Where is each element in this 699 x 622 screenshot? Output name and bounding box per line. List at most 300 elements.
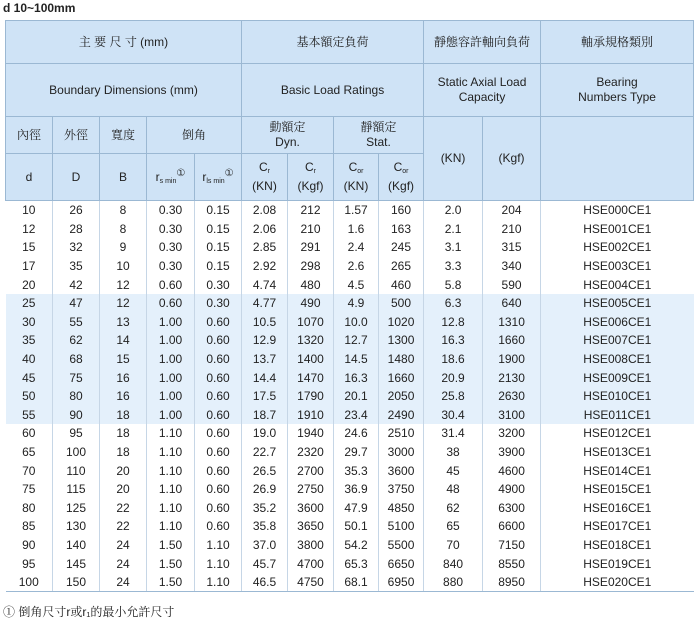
- table-cell: 15: [100, 350, 147, 369]
- table-cell: 47: [53, 294, 100, 313]
- table-cell: 1.10: [147, 443, 195, 462]
- dynamic-rating-header: [242, 117, 334, 154]
- table-cell: 160: [379, 201, 424, 220]
- main-dims-zh-header: 主 要 尺 寸 (mm): [6, 21, 242, 64]
- table-cell: 145: [53, 554, 100, 573]
- table-cell: 75: [22, 482, 36, 497]
- table-cell: 5100: [379, 517, 424, 536]
- table-cell: 6650: [379, 554, 424, 573]
- table-cell: 45: [424, 461, 483, 480]
- table-cell: HSE003CE1: [541, 257, 694, 276]
- table-cell: 0.60: [195, 331, 242, 350]
- table-cell: 30: [6, 313, 53, 332]
- table-cell: 2750: [288, 480, 334, 499]
- table-cell: 100: [6, 573, 53, 592]
- cor-kgf-unit: (Kgf): [388, 179, 415, 193]
- table-cell: 2510: [379, 424, 424, 443]
- table-cell: 1.10: [147, 424, 195, 443]
- stat-zh: 靜額定: [360, 120, 397, 134]
- table-cell: 125: [53, 499, 100, 518]
- table-cell: 12.9: [242, 331, 288, 350]
- table-cell: 6600: [483, 517, 541, 536]
- table-cell: 1.10: [195, 573, 242, 592]
- table-cell: 40: [6, 350, 53, 369]
- table-cell: 480: [288, 275, 334, 294]
- table-cell: 1910: [288, 406, 334, 425]
- table-cell: 1.00: [147, 350, 195, 369]
- table-cell: 1660: [379, 368, 424, 387]
- table-cell: 13: [100, 313, 147, 332]
- table-cell: 0.30: [195, 294, 242, 313]
- table-cell: 10.0: [334, 313, 379, 332]
- table-cell: 18.6: [424, 350, 483, 369]
- table-cell: 65.3: [334, 554, 379, 573]
- table-cell: 2.92: [242, 257, 288, 276]
- table-cell: 0.15: [195, 238, 242, 257]
- table-cell: 0.60: [195, 387, 242, 406]
- table-cell: 0.60: [195, 350, 242, 369]
- table-cell: 26.5: [242, 461, 288, 480]
- table-row: [6, 257, 694, 276]
- table-cell: 3600: [379, 461, 424, 480]
- table-cell: 2490: [379, 406, 424, 425]
- table-cell: 10.5: [242, 313, 288, 332]
- table-cell: 38: [424, 443, 483, 462]
- table-cell: 22: [100, 517, 147, 536]
- table-cell: 460: [379, 275, 424, 294]
- table-cell: 6.3: [424, 294, 483, 313]
- table-cell: 68.1: [334, 573, 379, 592]
- table-cell: 90: [22, 537, 36, 552]
- table-cell: 6300: [483, 499, 541, 518]
- table-cell: 204: [483, 201, 541, 220]
- cr-subscript: r: [267, 168, 271, 175]
- table-cell: 1.50: [147, 573, 195, 592]
- table-cell: 26: [53, 201, 100, 220]
- table-cell: 10: [100, 257, 147, 276]
- col-cor-kgf-header: [379, 154, 424, 201]
- table-cell: 0.30: [147, 220, 195, 239]
- table-cell: 0.60: [195, 406, 242, 425]
- table-cell: 1.00: [147, 368, 195, 387]
- table-cell: 0.60: [147, 275, 195, 294]
- bearing-en-line1: Bearing: [596, 75, 638, 89]
- table-cell: 1.10: [195, 554, 242, 573]
- table-cell: 0.15: [195, 220, 242, 239]
- table-cell: 0.30: [147, 238, 195, 257]
- static-axial-en-line1: Static Axial Load: [437, 75, 527, 89]
- table-cell: 210: [288, 220, 334, 239]
- table-cell: 640: [483, 294, 541, 313]
- table-cell: 4900: [483, 480, 541, 499]
- table-cell: 1.00: [147, 331, 195, 350]
- chamfer-zh: 倒角: [147, 117, 242, 154]
- table-cell: 20: [100, 461, 147, 480]
- table-cell: 3200: [483, 424, 541, 443]
- bearing-spec-body: [6, 201, 694, 592]
- table-cell: 50.1: [334, 517, 379, 536]
- table-cell: 65: [22, 445, 36, 460]
- table-cell: 2.08: [242, 201, 288, 220]
- table-cell: 22.7: [242, 443, 288, 462]
- table-cell: 3900: [483, 443, 541, 462]
- table-cell: 4.5: [334, 275, 379, 294]
- table-cell: 1020: [379, 313, 424, 332]
- bearing-number-zh-header: 軸承規格類別: [541, 21, 694, 64]
- table-cell: 6950: [379, 573, 424, 592]
- table-cell: HSE002CE1: [541, 238, 694, 257]
- table-cell: 55: [53, 313, 100, 332]
- table-row: [6, 480, 694, 499]
- table-row: [6, 443, 694, 462]
- table-cell: 0.60: [195, 517, 242, 536]
- table-cell: 840: [424, 554, 483, 573]
- table-cell: 1790: [288, 387, 334, 406]
- table-cell: HSE006CE1: [541, 313, 694, 332]
- table-cell: 0.60: [195, 499, 242, 518]
- table-cell: 2.85: [242, 238, 288, 257]
- table-cell: 2050: [379, 387, 424, 406]
- axial-kn-header: (KN): [424, 117, 483, 201]
- table-cell: HSE005CE1: [541, 294, 694, 313]
- table-cell: 1940: [288, 424, 334, 443]
- table-cell: 298: [288, 257, 334, 276]
- table-cell: 1.10: [147, 517, 195, 536]
- table-cell: 12: [100, 275, 147, 294]
- table-cell: 10: [22, 203, 36, 218]
- table-cell: 115: [53, 480, 100, 499]
- table-cell: 80: [53, 387, 100, 406]
- table-cell: HSE000CE1: [541, 201, 694, 220]
- bearing-spec-table-wrapper: [5, 20, 693, 592]
- table-cell: 4750: [288, 573, 334, 592]
- table-cell: HSE004CE1: [541, 275, 694, 294]
- table-cell: 4700: [288, 554, 334, 573]
- table-row: [6, 238, 694, 257]
- table-cell: 1.6: [334, 220, 379, 239]
- table-cell: 12: [22, 221, 36, 236]
- table-cell: 1400: [288, 350, 334, 369]
- table-cell: 22: [100, 499, 147, 518]
- table-cell: 29.7: [334, 443, 379, 462]
- table-cell: 2.06: [242, 220, 288, 239]
- table-cell: 47.9: [334, 499, 379, 518]
- table-cell: 0.60: [195, 480, 242, 499]
- table-cell: 315: [483, 238, 541, 257]
- table-cell: 19.0: [242, 424, 288, 443]
- table-cell: 8: [100, 220, 147, 239]
- table-cell: 0.60: [195, 368, 242, 387]
- boundary-dims-en-header: Boundary Dimensions (mm): [6, 64, 242, 117]
- table-cell: 14.4: [242, 368, 288, 387]
- table-cell: 24: [100, 554, 147, 573]
- table-row: [6, 331, 694, 350]
- table-cell: 70: [22, 463, 36, 478]
- table-cell: 110: [53, 461, 100, 480]
- table-cell: 24: [100, 536, 147, 555]
- rs-footnote-mark: ①: [176, 167, 186, 179]
- table-cell: 1320: [288, 331, 334, 350]
- table-row: [6, 220, 694, 239]
- table-cell: 1.00: [147, 406, 195, 425]
- col-cor-kn-header: [334, 154, 379, 201]
- basic-load-en-header: Basic Load Ratings: [242, 64, 424, 117]
- stat-en: Stat.: [366, 135, 391, 149]
- table-cell: 12: [100, 294, 147, 313]
- table-cell: 1.50: [147, 536, 195, 555]
- table-cell: 0.60: [195, 461, 242, 480]
- table-cell: 20: [100, 480, 147, 499]
- table-cell: 25: [6, 294, 53, 313]
- table-cell: 3.1: [424, 238, 483, 257]
- table-cell: 9: [100, 238, 147, 257]
- table-cell: 0.60: [195, 313, 242, 332]
- col-d-header: d: [6, 154, 53, 201]
- table-cell: 4.77: [242, 294, 288, 313]
- table-row: [6, 517, 694, 536]
- table-cell: 1070: [288, 313, 334, 332]
- table-cell: 490: [288, 294, 334, 313]
- table-cell: 3.3: [424, 257, 483, 276]
- col-D-header: D: [53, 154, 100, 201]
- table-cell: 4600: [483, 461, 541, 480]
- table-cell: 2700: [288, 461, 334, 480]
- table-cell: 291: [288, 238, 334, 257]
- table-cell: 1900: [483, 350, 541, 369]
- table-row: [6, 294, 694, 313]
- static-axial-en-line2: Capacity: [458, 90, 506, 104]
- table-row: [6, 499, 694, 518]
- table-cell: 95: [22, 556, 36, 571]
- bearing-en-line2: Numbers Type: [578, 90, 656, 104]
- table-cell: 16.3: [334, 368, 379, 387]
- table-cell: 35.3: [334, 461, 379, 480]
- table-row: [6, 536, 694, 555]
- table-cell: 25.8: [424, 387, 483, 406]
- table-cell: 1310: [483, 313, 541, 332]
- table-cell: 1480: [379, 350, 424, 369]
- table-cell: 0.60: [195, 424, 242, 443]
- table-cell: 265: [379, 257, 424, 276]
- table-cell: 24: [100, 573, 147, 592]
- table-cell: 1470: [288, 368, 334, 387]
- cr-kgf-unit: (Kgf): [297, 179, 324, 193]
- col-rs-min-header: [147, 154, 195, 201]
- cor-subscript: or: [357, 168, 364, 175]
- bearing-number-en-header: [541, 64, 694, 117]
- table-cell: 8550: [483, 554, 541, 573]
- table-cell: HSE020CE1: [541, 573, 694, 592]
- cr-symbol: C: [259, 160, 268, 174]
- static-rating-header: [334, 117, 424, 154]
- dyn-en: Dyn.: [275, 135, 300, 149]
- table-cell: 20: [22, 277, 36, 292]
- table-cell: 2130: [483, 368, 541, 387]
- table-cell: 45.7: [242, 554, 288, 573]
- table-cell: 16: [100, 387, 147, 406]
- table-cell: 3000: [379, 443, 424, 462]
- rls-footnote-mark: ①: [224, 167, 234, 179]
- table-row: [6, 275, 694, 294]
- table-cell: 12.8: [424, 313, 483, 332]
- table-cell: 18: [100, 424, 147, 443]
- table-cell: 5.8: [424, 275, 483, 294]
- table-cell: 1.00: [147, 387, 195, 406]
- table-cell: 0.30: [147, 257, 195, 276]
- table-row: [6, 201, 694, 220]
- table-cell: 140: [53, 536, 100, 555]
- table-cell: 163: [379, 220, 424, 239]
- table-row: [6, 350, 694, 369]
- table-cell: 2.6: [334, 257, 379, 276]
- table-cell: 24.6: [334, 424, 379, 443]
- table-cell: HSE019CE1: [541, 554, 694, 573]
- table-cell: HSE017CE1: [541, 517, 694, 536]
- table-cell: 18: [100, 406, 147, 425]
- table-cell: 45: [6, 368, 53, 387]
- table-cell: 62: [53, 331, 100, 350]
- static-axial-zh-header: 靜態容許軸向負荷: [424, 21, 541, 64]
- table-row: [6, 461, 694, 480]
- table-cell: 16: [100, 368, 147, 387]
- table-cell: HSE012CE1: [541, 424, 694, 443]
- rs-symbol: r: [155, 169, 160, 184]
- outer-dia-zh: 外徑: [53, 117, 100, 154]
- col-rls-min-header: [195, 154, 242, 201]
- table-cell: 212: [288, 201, 334, 220]
- table-cell: 0.60: [147, 294, 195, 313]
- rls-subscript: ls min: [206, 177, 225, 185]
- table-cell: 16.3: [424, 331, 483, 350]
- table-cell: 2.4: [334, 238, 379, 257]
- table-cell: 20.9: [424, 368, 483, 387]
- table-cell: 62: [424, 499, 483, 518]
- table-cell: 1.10: [147, 499, 195, 518]
- inner-dia-zh: 內徑: [6, 117, 53, 154]
- table-row: [6, 406, 694, 425]
- cor-subscript: or: [402, 168, 409, 175]
- table-cell: 150: [53, 573, 100, 592]
- table-cell: 2320: [288, 443, 334, 462]
- table-cell: 4.9: [334, 294, 379, 313]
- cor-symbol: C: [348, 160, 358, 174]
- table-cell: 14: [100, 331, 147, 350]
- table-cell: 30.4: [424, 406, 483, 425]
- cor-kn-unit: (KN): [343, 179, 369, 193]
- table-cell: 35: [53, 257, 100, 276]
- table-cell: 48: [424, 480, 483, 499]
- table-cell: 1.10: [147, 480, 195, 499]
- table-cell: 70: [424, 536, 483, 555]
- table-cell: 1.00: [147, 313, 195, 332]
- table-cell: 23.4: [334, 406, 379, 425]
- table-cell: 65: [424, 517, 483, 536]
- table-cell: 1.50: [147, 554, 195, 573]
- table-cell: HSE018CE1: [541, 536, 694, 555]
- table-cell: HSE011CE1: [541, 406, 694, 425]
- table-cell: 55: [6, 406, 53, 425]
- cor-symbol: C: [393, 160, 403, 174]
- table-cell: 0.15: [195, 257, 242, 276]
- table-cell: 35: [6, 331, 53, 350]
- rls-symbol: r: [202, 169, 207, 184]
- table-cell: 1660: [483, 331, 541, 350]
- table-row: [6, 573, 694, 592]
- table-cell: 18: [100, 443, 147, 462]
- bearing-spec-table: [5, 20, 694, 592]
- table-cell: 4.74: [242, 275, 288, 294]
- table-cell: 14.5: [334, 350, 379, 369]
- table-cell: HSE013CE1: [541, 443, 694, 462]
- table-cell: HSE016CE1: [541, 499, 694, 518]
- table-cell: 0.30: [147, 201, 195, 220]
- table-cell: 1300: [379, 331, 424, 350]
- table-cell: 8: [100, 201, 147, 220]
- table-cell: HSE014CE1: [541, 461, 694, 480]
- table-cell: 90: [53, 406, 100, 425]
- table-cell: HSE001CE1: [541, 220, 694, 239]
- table-cell: 20.1: [334, 387, 379, 406]
- table-cell: 80: [22, 500, 36, 515]
- table-cell: 26.9: [242, 480, 288, 499]
- table-cell: HSE009CE1: [541, 368, 694, 387]
- table-cell: HSE010CE1: [541, 387, 694, 406]
- table-cell: 210: [483, 220, 541, 239]
- table-cell: 7150: [483, 536, 541, 555]
- table-cell: 3650: [288, 517, 334, 536]
- table-cell: 1.10: [147, 461, 195, 480]
- table-cell: 0.15: [195, 201, 242, 220]
- table-cell: 35.2: [242, 499, 288, 518]
- footnote: ① 倒角尺寸r或r₁的最小允許尺寸: [3, 605, 175, 619]
- table-cell: 50: [6, 387, 53, 406]
- table-cell: 32: [53, 238, 100, 257]
- table-cell: 4850: [379, 499, 424, 518]
- table-cell: 75: [53, 368, 100, 387]
- basic-load-zh-header: 基本額定負荷: [242, 21, 424, 64]
- table-cell: 1.10: [195, 536, 242, 555]
- cr-kn-unit: (KN): [252, 179, 277, 193]
- table-cell: 17.5: [242, 387, 288, 406]
- table-cell: 54.2: [334, 536, 379, 555]
- table-cell: 46.5: [242, 573, 288, 592]
- table-cell: 31.4: [424, 424, 483, 443]
- table-cell: 590: [483, 275, 541, 294]
- table-cell: 35.8: [242, 517, 288, 536]
- table-cell: 15: [22, 240, 36, 255]
- cr-symbol: C: [305, 160, 314, 174]
- table-cell: 95: [53, 424, 100, 443]
- table-cell: 42: [53, 275, 100, 294]
- col-cr-kgf-header: [288, 154, 334, 201]
- table-cell: 8950: [483, 573, 541, 592]
- table-cell: 60: [22, 426, 36, 441]
- table-cell: HSE008CE1: [541, 350, 694, 369]
- table-cell: 340: [483, 257, 541, 276]
- table-cell: 36.9: [334, 480, 379, 499]
- table-cell: 37.0: [242, 536, 288, 555]
- page-title: d 10~100mm: [3, 1, 76, 15]
- table-cell: 245: [379, 238, 424, 257]
- col-B-header: B: [100, 154, 147, 201]
- table-cell: 3800: [288, 536, 334, 555]
- table-cell: 17: [22, 259, 36, 274]
- table-cell: 18.7: [242, 406, 288, 425]
- table-cell: 500: [379, 294, 424, 313]
- table-cell: 85: [22, 519, 36, 534]
- table-row: [6, 313, 694, 332]
- table-cell: 0.60: [195, 443, 242, 462]
